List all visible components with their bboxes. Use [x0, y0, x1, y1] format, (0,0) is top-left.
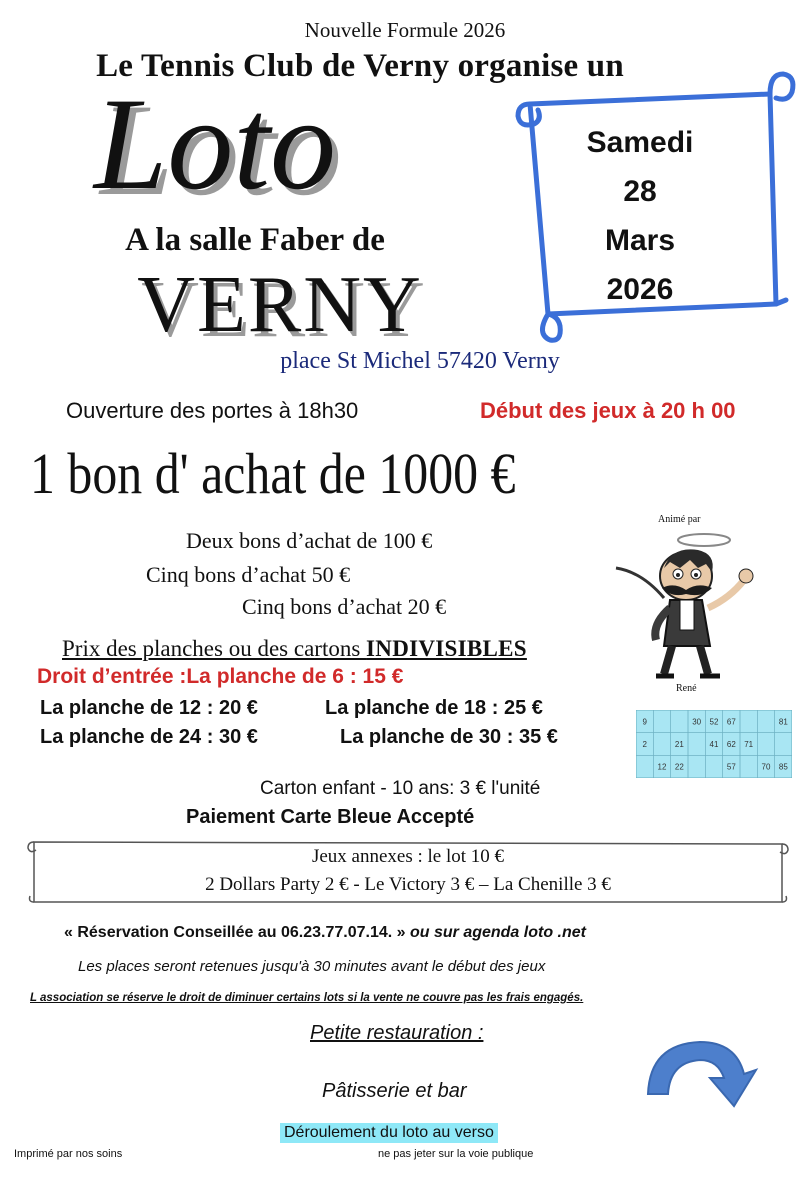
- pricing-title-prefix: Prix des planches ou des cartons: [62, 636, 367, 661]
- planche-price: La planche de 12 : 20 €: [40, 697, 258, 719]
- no-litter-notice: ne pas jeter sur la voie publique: [378, 1148, 534, 1160]
- catering-title: Petite restauration :: [310, 1022, 484, 1044]
- annex-games-line: Jeux annexes : le lot 10 €: [311, 846, 505, 867]
- curved-arrow-icon: [640, 1030, 760, 1110]
- loto-card-number: 85: [778, 762, 788, 772]
- loto-card-number: 2: [642, 740, 647, 749]
- games-start: Début des jeux à 20 h 00: [480, 398, 736, 423]
- prize-item: Cinq bons d’achat 50 €: [146, 562, 351, 587]
- date-year: 2026: [606, 273, 674, 306]
- planche-price: La planche de 30 : 35 €: [340, 726, 558, 748]
- date-day: 28: [623, 175, 657, 208]
- loto-card-number: 21: [674, 740, 684, 749]
- loto-card-number: 57: [726, 762, 736, 772]
- host-name: René: [676, 683, 697, 694]
- loto-card-image: [636, 710, 792, 778]
- town-name: VERNY: [137, 261, 423, 349]
- child-card-price: Carton enfant - 10 ans: 3 € l'unité: [260, 778, 541, 799]
- loto-card-number: 62: [726, 740, 736, 749]
- address: place St Michel 57420 Verny: [280, 348, 560, 374]
- printed-by: Imprimé par nos soins: [14, 1148, 123, 1160]
- verso-notice: Déroulement du loto au verso: [280, 1123, 498, 1143]
- payment-info: Paiement Carte Bleue Accepté: [186, 806, 475, 828]
- loto-card-number: 22: [674, 762, 684, 772]
- loto-card-number: 71: [744, 740, 754, 749]
- seat-hold-notice: Les places seront retenues jusqu'à 30 minutes avant le début des jeux: [78, 958, 546, 975]
- loto-card-number: 52: [709, 717, 719, 727]
- date-day-name: Samedi: [586, 126, 694, 159]
- loto-card-number: 70: [761, 762, 771, 772]
- organizer-line: Le Tennis Club de Verny organise un: [96, 48, 624, 84]
- host-caption: Animé par: [658, 514, 701, 525]
- entry-fee: Droit d’entrée :La planche de 6 : 15 €: [37, 665, 404, 688]
- date-month: Mars: [604, 224, 676, 257]
- reservation-info: [64, 924, 586, 942]
- prize-item: Deux bons d’achat de 100 €: [186, 528, 433, 553]
- event-title: Loto: [93, 70, 337, 217]
- loto-card-number: 67: [726, 717, 736, 727]
- venue-line: A la salle Faber de: [125, 222, 385, 258]
- reservation-phone: « Réservation Conseillée au 06.23.77.07.14. »: [64, 924, 406, 941]
- subtitle: Nouvelle Formule 2026: [304, 18, 506, 42]
- pricing-title-emphasis: INDIVISIBLES: [366, 636, 527, 661]
- annex-games-prices: 2 Dollars Party 2 € - Le Victory 3 € – La Chenille 3 €: [205, 874, 611, 895]
- reservation-website: ou sur agenda loto .net: [405, 924, 586, 941]
- disclaimer: L association se réserve le droit de diminuer certains lots si la vente ne couvre pas les frais engagés.: [30, 992, 584, 1004]
- main-prize: 1 bon d' achat de 1000 €: [30, 441, 516, 506]
- planche-price: La planche de 24 : 30 €: [40, 726, 258, 748]
- prize-item: Cinq bons d’achat 20 €: [242, 594, 447, 619]
- loto-card-number: 12: [657, 762, 667, 772]
- catering-items: Pâtisserie et bar: [322, 1080, 467, 1102]
- loto-card-number: 41: [709, 740, 719, 749]
- pricing-title: [62, 636, 527, 662]
- planche-price: La planche de 18 : 25 €: [325, 697, 543, 719]
- loto-card-number: 9: [642, 717, 647, 727]
- host-cartoon-image: [612, 528, 760, 680]
- event-date: [555, 118, 725, 314]
- loto-card-number: 30: [692, 717, 702, 727]
- doors-open: Ouverture des portes à 18h30: [66, 398, 359, 423]
- loto-card-number: 81: [778, 717, 788, 727]
